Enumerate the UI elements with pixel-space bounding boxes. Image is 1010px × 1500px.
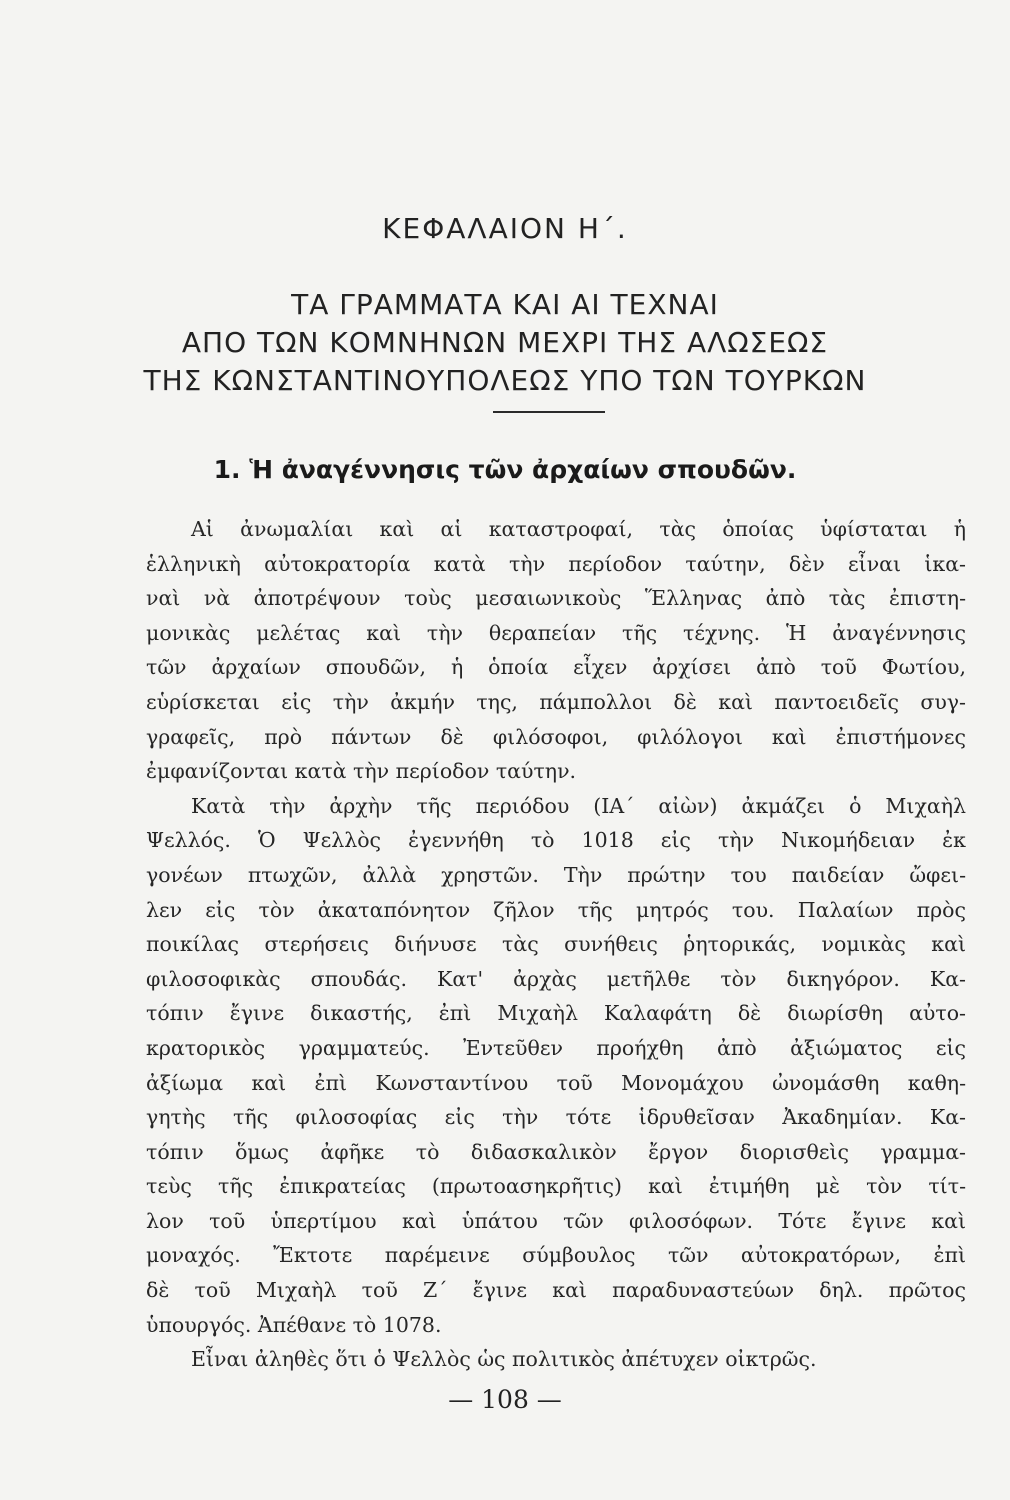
title-line: ΤΗΣ ΚΩΝΣΤΑΝΤΙΝΟΥΠΟΛΕΩΣ ΥΠΟ ΤΩΝ ΤΟΥΡΚΩΝ — [143, 364, 867, 397]
text-line: Αἱ ἀνωμαλίαι καὶ αἱ καταστροφαί, τὰς ὁποίας ὑφίσταται ἡ — [191, 517, 966, 541]
text-line: γραφεῖς, πρὸ πάντων δὲ φιλόσοφοι, φιλόλογοι καὶ ἐπιστήμονες — [146, 724, 966, 749]
text-line: ἐμφανίζονται κατὰ τὴν περίοδον ταύτην. — [146, 759, 577, 784]
body-text — [146, 512, 966, 1377]
text-line: φιλοσοφικὰς σπουδάς. Κατ' ἀρχὰς μετῆλθε τὸν δικηγόρον. Κα- — [146, 966, 966, 991]
title-line: ΑΠΟ ΤΩΝ ΚΟΜΝΗΝΩΝ ΜΕΧΡΙ ΤΗΣ ΑΛΩΣΕΩΣ — [181, 326, 829, 359]
text-line: μοναχός. Ἔκτοτε παρέμεινε σύμβουλος τῶν αὐτοκρατόρων, ἐπὶ — [146, 1243, 966, 1268]
text-line: τῶν ἀρχαίων σπουδῶν, ἡ ὁποία εἶχεν ἀρχίσει ἀπὸ τοῦ Φωτίου, — [146, 655, 966, 680]
chapter-heading: ΚΕΦΑΛΑΙΟΝ Η΄. — [382, 212, 628, 245]
divider-rule — [493, 411, 605, 413]
text-line: Ψελλός. Ὁ Ψελλὸς ἐγεννήθη τὸ 1018 εἰς τὴν Νικομήδειαν ἐκ — [146, 828, 966, 853]
text-line: λον τοῦ ὑπερτίμου καὶ ὑπάτου τῶν φιλοσόφων. Τότε ἔγινε καὶ — [146, 1208, 966, 1233]
text-line: γονέων πτωχῶν, ἀλλὰ χρηστῶν. Τὴν πρώτην του παιδείαν ὤφει- — [146, 862, 966, 887]
text-line: ναὶ νὰ ἀποτρέψουν τοὺς μεσαιωνικοὺς Ἕλληνας ἀπὸ τὰς ἐπιστη- — [146, 586, 966, 611]
text-line: λεν εἰς τὸν ἀκαταπόνητον ζῆλον τῆς μητρός του. Παλαίων πρὸς — [146, 897, 966, 922]
text-line: Εἶναι ἀληθὲς ὅτι ὁ Ψελλὸς ὡς πολιτικὸς ἀπέτυχεν οἰκτρῶς. — [191, 1347, 817, 1372]
text-line: ὑπουργός. Ἀπέθανε τὸ 1078. — [146, 1312, 442, 1337]
text-line: μονικὰς μελέτας καὶ τὴν θεραπείαν τῆς τέχνης. Ἡ ἀναγέννησις — [146, 620, 966, 645]
text-line: τόπιν ἔγινε δικαστής, ἐπὶ Μιχαὴλ Καλαφάτη δὲ διωρίσθη αὐτο- — [146, 1001, 966, 1026]
chapter-title — [0, 286, 1010, 400]
text-line: ἀξίωμα καὶ ἐπὶ Κωνσταντίνου τοῦ Μονομάχου ὠνομάσθη καθη- — [146, 1070, 966, 1095]
text-line: Κατὰ τὴν ἀρχὴν τῆς περιόδου (ΙΑ΄ αἰὼν) ἀκμάζει ὁ Μιχαὴλ — [191, 793, 966, 818]
text-line: εὑρίσκεται εἰς τὴν ἀκμήν της, πάμπολλοι δὲ καὶ παντοειδεῖς συγ- — [146, 689, 966, 714]
section-heading: 1. Ἡ ἀναγέννησις τῶν ἀρχαίων σπουδῶν. — [213, 455, 797, 484]
title-line: ΤΑ ΓΡΑΜΜΑΤΑ ΚΑΙ ΑΙ ΤΕΧΝΑΙ — [291, 288, 719, 321]
text-line: τεὺς τῆς ἐπικρατείας (πρωτοασηκρῆτις) καὶ ἐτιμήθη μὲ τὸν τίτ- — [146, 1174, 966, 1199]
text-line: ποικίλας στερήσεις διήνυσε τὰς συνήθεις ῥητορικάς, νομικὰς καὶ — [146, 932, 966, 957]
text-line: τόπιν ὅμως ἀφῆκε τὸ διδασκαλικὸν ἔργον διορισθεὶς γραμμα- — [146, 1139, 966, 1164]
text-line: ἑλληνικὴ αὐτοκρατορία κατὰ τὴν περίοδον ταύτην, δὲν εἶναι ἱκα- — [146, 551, 966, 576]
page-number: — 108 — — [448, 1385, 562, 1414]
text-line: γητὴς τῆς φιλοσοφίας εἰς τὴν τότε ἱδρυθεῖσαν Ἀκαδημίαν. Κα- — [146, 1105, 966, 1130]
text-line: δὲ τοῦ Μιχαὴλ τοῦ Ζ΄ ἔγινε καὶ παραδυναστεύων δηλ. πρῶτος — [146, 1278, 966, 1303]
text-line: κρατορικὸς γραμματεύς. Ἐντεῦθεν προήχθη ἀπὸ ἀξιώματος εἰς — [146, 1035, 966, 1060]
